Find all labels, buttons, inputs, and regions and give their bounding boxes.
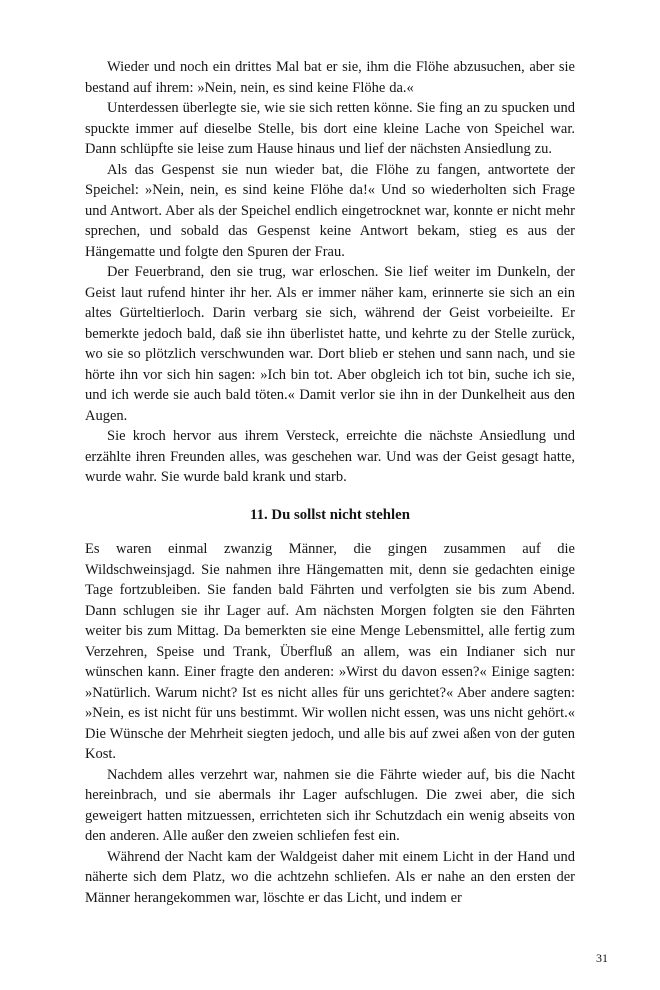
page-text — [85, 57, 575, 908]
paragraph: Nachdem alles verzehrt war, nahmen sie die Fährte wieder auf, bis die Nacht hereinbrach, und sie abermals ihr Lager aufschlugen. Die zwei aber, die sich geweigert hatten mitzuessen, errichteten sich ihr Schutzdach ein wenig abseits von den anderen. Alle außer den zweien schliefen fest ein. — [85, 766, 575, 844]
paragraph: Während der Nacht kam der Waldgeist daher mit einem Licht in der Hand und näherte sich dem Platz, wo die achtzehn schliefen. Als er nahe an den ersten der Männer herangekommen war, löschte er das Licht, und indem er — [85, 848, 575, 906]
paragraph: Es waren einmal zwanzig Männer, die gingen zusammen auf die Wildschweinsjagd. Sie nahmen ihre Hängematten mit, denn sie gedachten einige Tage fortzubleiben. Sie fanden bald Fährten und verfolgten sie bis zum Abend. Dann schlugen sie ihr Lager auf. Am nächsten Morgen folgten sie den Fährten weiter bis zum Mittag. Da bemerkten sie eine Menge Lebensmittel, alle fertig zum Verzehren, Speise und Trank, Überfluß an allem, was ein Indianer sich nur wünschen kann. Einer fragte den anderen: »Wirst du davon essen?« Einige sagten: »Natürlich. Warum nicht? Ist es nicht alles für uns gerichtet?« Aber andere sagten: »Nein, es ist nicht für uns bestimmt. Wir wollen nicht essen, was uns nicht gehört.« Die Wünsche der Mehrheit siegten jedoch, und alle bis auf zwei aßen von der guten Kost. — [85, 541, 575, 762]
paragraph: Sie kroch hervor aus ihrem Versteck, erreichte die nächste Ansiedlung und erzählte ihren Freunden alles, was geschehen war. Und was der Geist gesagt hatte, wurde wahr. Sie wurde bald krank und starb. — [85, 428, 575, 485]
paragraph: Unterdessen überlegte sie, wie sie sich retten könne. Sie fing an zu spucken und spuckte immer auf dieselbe Stelle, bis dort eine kleine Lache von Speichel war. Dann schlüpfte sie leise zum Hause hinaus und lief der nächsten Ansiedlung zu. — [85, 100, 575, 157]
paragraph: Wieder und noch ein drittes Mal bat er sie, ihm die Flöhe abzusuchen, aber sie bestand auf ihrem: »Nein, nein, es sind keine Flöhe da.« — [85, 59, 575, 96]
section-heading: 11. Du sollst nicht stehlen — [250, 506, 410, 523]
paragraph: Der Feuerbrand, den sie trug, war erloschen. Sie lief weiter im Dunkeln, der Geist laut rufend hinter ihr her. Als er immer näher kam, erinnerte sie sich an ein altes Gürteltierloch. Darin verbarg sie sich, während der Geist vorbeieilte. Er bemerkte jedoch bald, daß sie ihn überlistet hatte, und kehrte zu der Stelle zurück, wo sie so plötzlich verschwunden war. Dort blieb er stehen und sann nach, und sie hörte ihn vor sich hin sagen: »Ich bin tot. Aber obgleich ich tot bin, suche ich sie, und ich werde sie auch bald töten.« Damit verlor sie ihn in der Dunkelheit aus den Augen. — [85, 264, 575, 424]
page-number: 31 — [596, 950, 608, 965]
paragraph: Als das Gespenst sie nun wieder bat, die Flöhe zu fangen, antwortete der Speichel: »Nein, nein, es sind keine Flöhe da!« Und so wiederholten sich Frage und Antwort. Aber als der Speichel endlich eingetrocknet war, konnte er nicht mehr sprechen, und sobald das Gespenst keine Antwort bekam, stieg es aus der Hängematte und folgte den Spuren der Frau. — [85, 161, 575, 260]
